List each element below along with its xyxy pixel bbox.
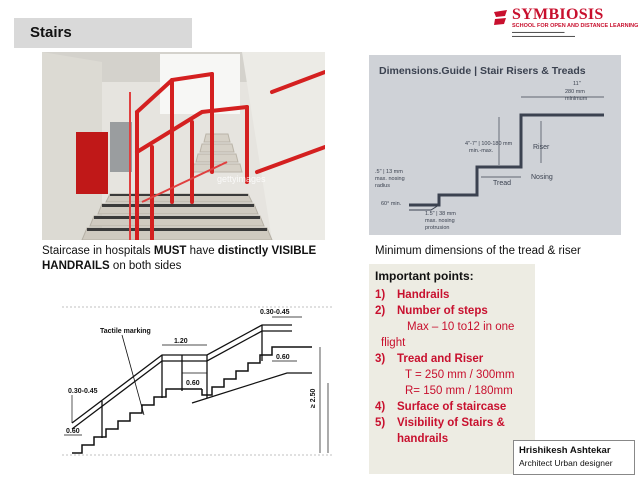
point-2-detail-1: Max – 10 to12 in one (407, 321, 515, 333)
point-2-detail-2: flight (381, 337, 406, 349)
symbiosis-logo (492, 6, 638, 42)
important-points-heading: Important points: (375, 269, 474, 283)
tread-min-note: minimum (565, 96, 588, 102)
point-3-number: 3) (375, 353, 386, 365)
caption-left-prefix: Staircase in hospitals (42, 245, 154, 257)
author-box (513, 440, 635, 475)
dimensions-diagram (369, 55, 621, 235)
tread-min-mm: 280 mm (565, 89, 585, 95)
stair-section-drawing (62, 303, 332, 473)
point-1 (375, 287, 529, 303)
slide-title: Stairs (30, 24, 72, 41)
tread-label: Tread (493, 180, 512, 187)
point-5-detail: handrails (397, 433, 449, 445)
caption-left-suffix: on both sides (109, 260, 182, 272)
dim-bottom-label: 0.60 (66, 428, 80, 435)
point-3-detail-1: T = 250 mm / 300mm (405, 369, 515, 381)
riser-label: Riser (533, 144, 550, 151)
stair-section-svg (62, 303, 332, 473)
important-points-box (369, 264, 535, 474)
watermark-text: gettyimages (217, 174, 266, 184)
point-2-number: 2) (375, 305, 386, 317)
nosing-label: Nosing (531, 174, 553, 181)
angle-label: 60° min. (381, 201, 402, 207)
caption-left-bold: distinctly VISIBLE HANDRAILS (42, 245, 317, 272)
nosing-radius-note-2: radius (375, 183, 390, 189)
point-5 (375, 415, 529, 431)
caption-left-mid: have (186, 245, 218, 257)
staircase-photo (42, 52, 325, 240)
logo-subtitle: SCHOOL FOR OPEN AND DISTANCE LEARNING (512, 23, 638, 29)
point-4-number: 4) (375, 401, 386, 413)
slide-title-bar (14, 18, 192, 48)
photo-caption (42, 244, 332, 274)
point-5-number: 5) (375, 417, 386, 429)
point-2-label: Number of steps (397, 305, 488, 317)
logo-fineprint-line-1: ▬▬▬▬▬▬▬▬▬▬▬▬▬▬▬ (512, 30, 565, 34)
dim-120-label: 1.20 (174, 338, 188, 345)
point-2 (375, 303, 529, 319)
protrusion: 1.5" | 38 mm (425, 211, 456, 217)
protrusion-note-2: protrusion (425, 225, 450, 231)
point-5-label: Visibility of Stairs & (397, 417, 505, 429)
protrusion-note-1: max. nosing (425, 218, 455, 224)
tactile-marking-label: Tactile marking (100, 328, 151, 335)
logo-name: SYMBIOSIS (512, 6, 604, 23)
riser-range: 4"-7" | 100-180 mm (465, 141, 513, 147)
dim-060-mid-label: 0.60 (186, 380, 200, 387)
point-1-number: 1) (375, 289, 386, 301)
author-name: Hrishikesh Ashtekar (519, 445, 611, 456)
tread-min-in: 11" (573, 81, 581, 87)
dimensions-diagram-title: Dimensions.Guide | Stair Risers & Treads (379, 65, 586, 77)
author-role: Architect Urban designer (519, 458, 613, 468)
dim-height-label: ≥ 2.50 (310, 388, 317, 408)
dim-left-label: 0.30-0.45 (68, 388, 98, 395)
riser-range-note: min.-max. (469, 148, 494, 154)
point-4-label: Surface of staircase (397, 401, 507, 413)
nosing-radius: .5" | 13 mm (375, 169, 403, 175)
dim-060-right-label: 0.60 (276, 354, 290, 361)
caption-left-must: MUST (153, 245, 187, 257)
point-3-label: Tread and Riser (397, 353, 484, 365)
nosing-radius-note-1: max. nosing (375, 176, 405, 182)
point-1-label: Handrails (397, 289, 450, 301)
staircase-photo-image (42, 52, 325, 240)
stair-profile-drawing (369, 55, 621, 235)
symbiosis-emblem-icon (492, 8, 509, 30)
dim-top-label: 0.30-0.45 (260, 309, 290, 316)
point-3 (375, 351, 529, 367)
logo-fineprint-line-2: ▬▬▬▬▬▬▬▬▬▬▬▬▬▬▬▬▬▬ (512, 34, 575, 38)
point-3-detail-2: R= 150 mm / 180mm (405, 385, 513, 397)
point-4 (375, 399, 529, 415)
diagram-caption: Minimum dimensions of the tread & riser (375, 245, 581, 257)
